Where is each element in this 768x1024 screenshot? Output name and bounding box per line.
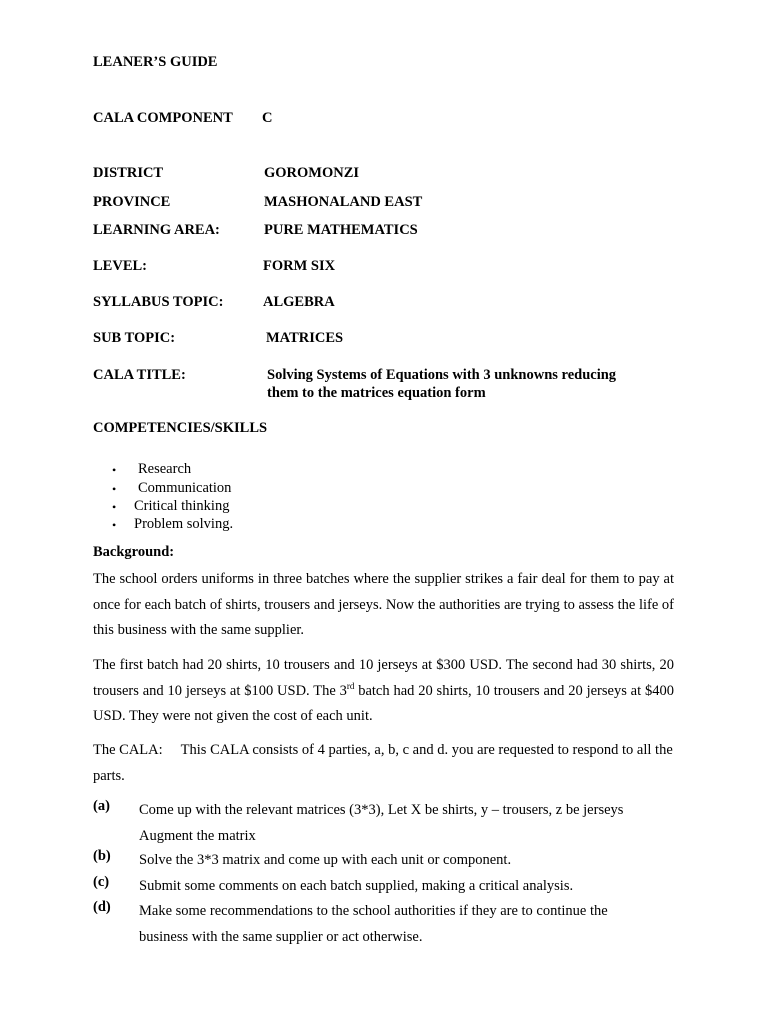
background-paragraph-1: The school orders uniforms in three batches where the supplier strikes a fair deal for them to pay at once for each batch of shirts, trousers and jerseys. Now the authorities are trying to assess the life of this business with the same supplier. [93, 571, 674, 638]
part-text: Come up with the relevant matrices (3*3), Let X be shirts, y – trousers, z be jerseys Augment the matrix [139, 802, 624, 844]
district-value: GOROMONZI [264, 165, 360, 181]
bullet-icon: • [112, 482, 117, 496]
competencies-heading: COMPETENCIES/SKILLS [93, 420, 268, 436]
learning-area-label: LEARNING AREA: [93, 222, 220, 238]
part-letter: (b) [93, 848, 111, 864]
cala-title-line2: them to the matrices equation form [267, 385, 486, 401]
background-heading: Background: [93, 544, 175, 560]
list-item: Research [138, 461, 192, 477]
sub-topic-value: MATRICES [266, 330, 344, 346]
component-value: C [262, 110, 273, 126]
province-value: MASHONALAND EAST [264, 194, 423, 210]
cala-title-label: CALA TITLE: [93, 367, 186, 383]
cala-intro-label: The CALA: [93, 742, 163, 758]
list-item: Problem solving. [134, 516, 234, 532]
cala-intro-text: This CALA consists of 4 parties, a, b, c and d. you are requested to respond to all the parts. [93, 742, 673, 784]
list-item: Critical thinking [134, 498, 230, 514]
level-label: LEVEL: [93, 258, 147, 274]
part-letter: (c) [93, 874, 110, 890]
background-paragraph-2: The first batch had 20 shirts, 10 trousers and 10 jerseys at $300 USD. The second had 30 shirts, 20 trousers and 10 jerseys at $100 USD. The 3rd batch had 20 shirts, 10 trousers and 20 jerseys at $400 USD. They were not given the cost of each unit. [93, 657, 674, 724]
province-label: PROVINCE [93, 194, 171, 210]
level-value: FORM SIX [263, 258, 336, 274]
bullet-icon: • [112, 518, 117, 532]
part-letter: (d) [93, 899, 111, 915]
guide-title: LEANER’S GUIDE [93, 54, 218, 70]
syllabus-topic-value: ALGEBRA [263, 294, 335, 310]
part-text: Solve the 3*3 matrix and come up with each unit or component. [139, 852, 512, 868]
cala-intro [93, 738, 674, 789]
part-text: Submit some comments on each batch supplied, making a critical analysis. [139, 878, 574, 894]
learning-area-value: PURE MATHEMATICS [264, 222, 418, 238]
list-item: Communication [138, 480, 232, 496]
cala-title-line1: Solving Systems of Equations with 3 unknowns reducing [267, 367, 617, 383]
component-label: CALA COMPONENT [93, 110, 233, 126]
bullet-icon: • [112, 500, 117, 514]
part-letter: (a) [93, 798, 110, 814]
syllabus-topic-label: SYLLABUS TOPIC: [93, 294, 224, 310]
part-text: Make some recommendations to the school authorities if they are to continue the business with the same supplier or act otherwise. [139, 903, 608, 945]
sub-topic-label: SUB TOPIC: [93, 330, 176, 346]
district-label: DISTRICT [93, 165, 164, 181]
bullet-icon: • [112, 463, 117, 477]
